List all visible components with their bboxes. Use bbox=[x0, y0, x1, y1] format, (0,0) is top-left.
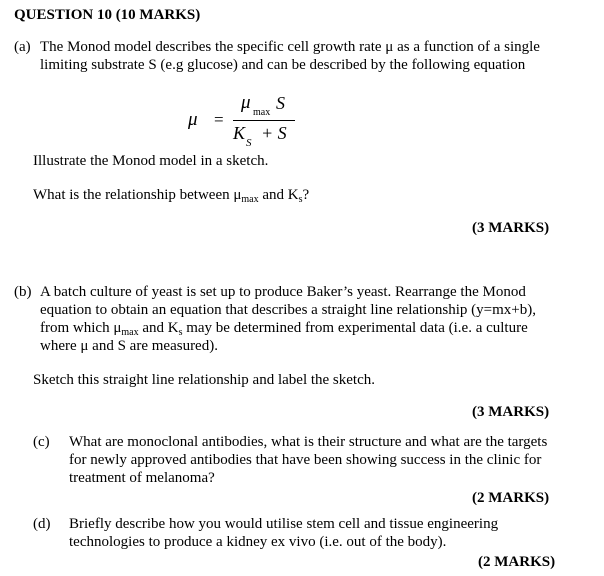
part-b-sketch: Sketch this straight line relationship and label the sketch. bbox=[33, 372, 376, 388]
part-c-line-3: treatment of melanoma? bbox=[69, 470, 215, 486]
part-c-line-1: What are monoclonal antibodies, what is their structure and what are the targets bbox=[69, 434, 548, 450]
equation-numerator-sub-max: max bbox=[253, 107, 271, 118]
part-b-marks: (3 MARKS) bbox=[472, 404, 550, 420]
part-a-marks: (3 MARKS) bbox=[472, 220, 550, 236]
equation-denominator-K: K bbox=[233, 123, 246, 143]
equation-lhs-mu: μ bbox=[188, 109, 198, 130]
equation-equals: = bbox=[214, 110, 224, 129]
part-a-label: (a) bbox=[14, 39, 31, 55]
part-b-line-1: A batch culture of yeast is set up to produce Baker’s yeast. Rearrange the Monod bbox=[40, 284, 526, 300]
part-c-label: (c) bbox=[33, 434, 50, 450]
part-b-label: (b) bbox=[14, 284, 32, 300]
part-a-line-1: The Monod model describes the specific cell growth rate μ as a function of a single bbox=[40, 39, 540, 55]
part-c-marks: (2 MARKS) bbox=[472, 490, 550, 506]
part-d-marks: (2 MARKS) bbox=[478, 554, 556, 570]
part-a-illustrate: Illustrate the Monod model in a sketch. bbox=[33, 153, 269, 169]
part-d-label: (d) bbox=[33, 516, 51, 532]
part-d-line-1: Briefly describe how you would utilise stem cell and tissue engineering bbox=[69, 516, 499, 532]
part-a-line-2: limiting substrate S (e.g glucose) and can be described by the following equation bbox=[40, 57, 526, 73]
equation-fraction-bar bbox=[233, 120, 295, 121]
part-b-line-3: from which $\mu_{max}$ and $K_s$ may be determined from experimental data (i.e. a culture bbox=[40, 320, 528, 338]
question-heading: QUESTION 10 (10 MARKS) bbox=[14, 7, 201, 23]
part-c-line-2: for newly approved antibodies that have been showing success in the clinic for bbox=[69, 452, 542, 468]
equation-denominator-plus-S: + S bbox=[261, 123, 287, 143]
equation-denominator-sub-S: S bbox=[246, 137, 252, 149]
part-b-line-2: equation to obtain an equation that describes a straight line relationship (y=mx+b), bbox=[40, 302, 536, 318]
equation-numerator-S: S bbox=[276, 93, 285, 113]
equation-numerator-mu: μ bbox=[241, 92, 251, 113]
part-d-line-2: technologies to produce a kidney ex vivo (i.e. out of the body). bbox=[69, 534, 447, 550]
part-a-relationship: What is the relationship between $\mu_{max}$ and $K_s$? bbox=[33, 187, 310, 205]
part-b-line-4: where μ and S are measured). bbox=[40, 338, 218, 354]
